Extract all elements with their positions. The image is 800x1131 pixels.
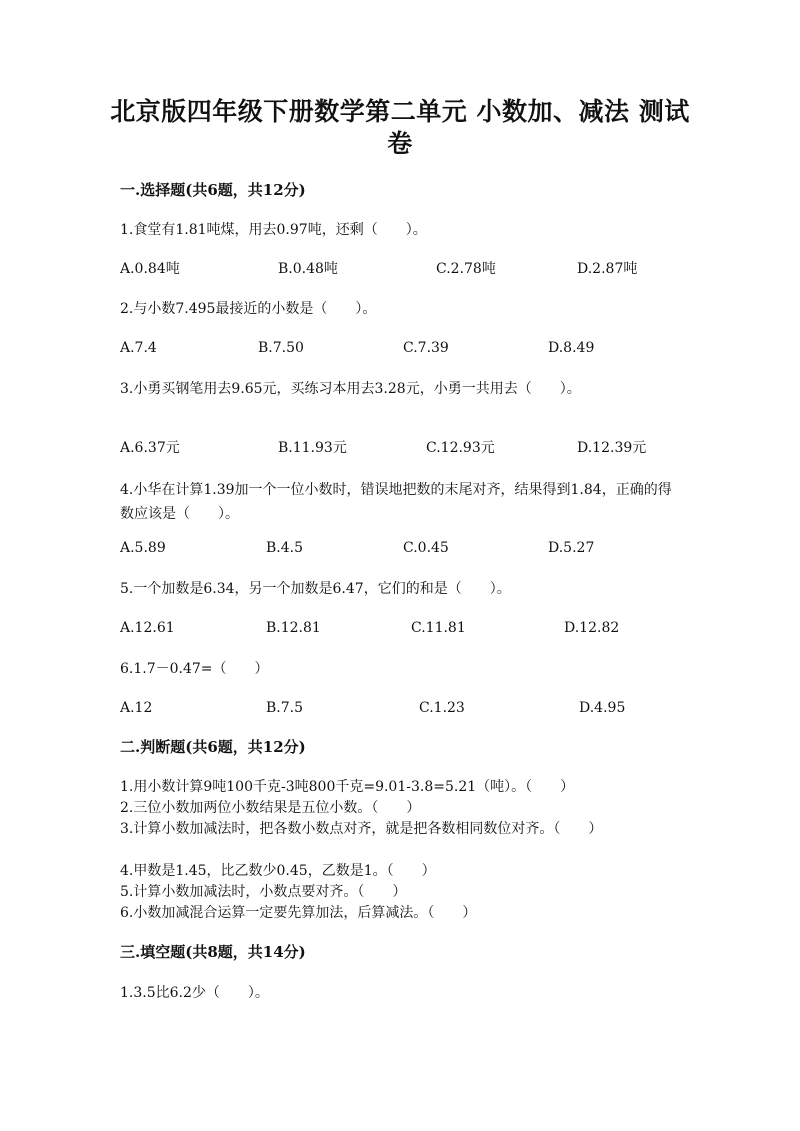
section-heading-choice: 一.选择题(共6题，共12分) — [120, 181, 306, 199]
choice-question-3: 3.小勇买钢笔用去9.65元，买练习本用去3.28元，小勇一共用去（ ）。 — [120, 381, 581, 397]
choice-option-3d: D.12.39元 — [577, 440, 647, 456]
choice-option-5a: A.12.61 — [120, 620, 175, 636]
choice-option-2a: A.7.4 — [120, 340, 157, 356]
choice-option-6d: D.4.95 — [579, 700, 626, 716]
choice-option-2d: D.8.49 — [548, 340, 595, 356]
choice-question-2: 2.与小数7.495最接近的小数是（ ）。 — [120, 301, 377, 317]
choice-option-6c: C.1.23 — [419, 700, 465, 716]
choice-option-2c: C.7.39 — [403, 340, 449, 356]
choice-option-1d: D.2.87吨 — [577, 261, 638, 277]
judgement-item-4: 4.甲数是1.45，比乙数少0.45，乙数是1。（ ） — [120, 863, 436, 879]
choice-option-3b: B.11.93元 — [278, 440, 347, 456]
choice-option-1a: A.0.84吨 — [120, 261, 180, 277]
choice-option-4a: A.5.89 — [120, 540, 166, 556]
judgement-item-1: 1.用小数计算9吨100千克-3吨800千克=9.01-3.8=5.21（吨）。（ ） — [120, 779, 575, 795]
choice-question-5: 5.一个加数是6.34，另一个加数是6.47，它们的和是（ ）。 — [120, 581, 511, 597]
judgement-item-2: 2.三位小数加两位小数结果是五位小数。（ ） — [120, 800, 421, 816]
choice-question-4: 4.小华在计算1.39加一个一位小数时，错误地把数的末尾对齐，结果得到1.84，正确的得数应该是（ ）。 — [120, 482, 672, 522]
choice-option-3c: C.12.93元 — [426, 440, 495, 456]
choice-option-4b: B.4.5 — [266, 540, 304, 556]
page-title: 北京版四年级下册数学第二单元 小数加、减法 测试卷 — [110, 97, 690, 158]
fill-question-1: 1.3.5比6.2少（ ）。 — [120, 985, 269, 1001]
choice-option-6a: A.12 — [120, 700, 153, 716]
choice-option-5c: C.11.81 — [411, 620, 466, 636]
judgement-item-3: 3.计算小数加减法时，把各数小数点对齐，就是把各数相同数位对齐。（ ） — [120, 821, 603, 837]
section-heading-fill: 三.填空题(共8题，共14分) — [120, 943, 306, 961]
choice-option-5d: D.12.82 — [564, 620, 620, 636]
choice-option-6b: B.7.5 — [266, 700, 304, 716]
section-heading-judgement: 二.判断题(共6题，共12分) — [120, 738, 306, 756]
choice-option-5b: B.12.81 — [266, 620, 321, 636]
choice-option-2b: B.7.50 — [258, 340, 304, 356]
choice-option-1c: C.2.78吨 — [436, 261, 496, 277]
judgement-item-6: 6.小数加减混合运算一定要先算加法，后算减法。（ ） — [120, 905, 477, 921]
choice-option-1b: B.0.48吨 — [278, 261, 338, 277]
choice-option-4d: D.5.27 — [548, 540, 595, 556]
choice-option-4c: C.0.45 — [403, 540, 449, 556]
choice-option-3a: A.6.37元 — [120, 440, 180, 456]
choice-question-1: 1.食堂有1.81吨煤，用去0.97吨，还剩（ ）。 — [120, 222, 427, 238]
judgement-item-5: 5.计算小数加减法时，小数点要对齐。（ ） — [120, 884, 407, 900]
choice-question-6: 6.1.7－0.47=（ ） — [120, 661, 269, 677]
